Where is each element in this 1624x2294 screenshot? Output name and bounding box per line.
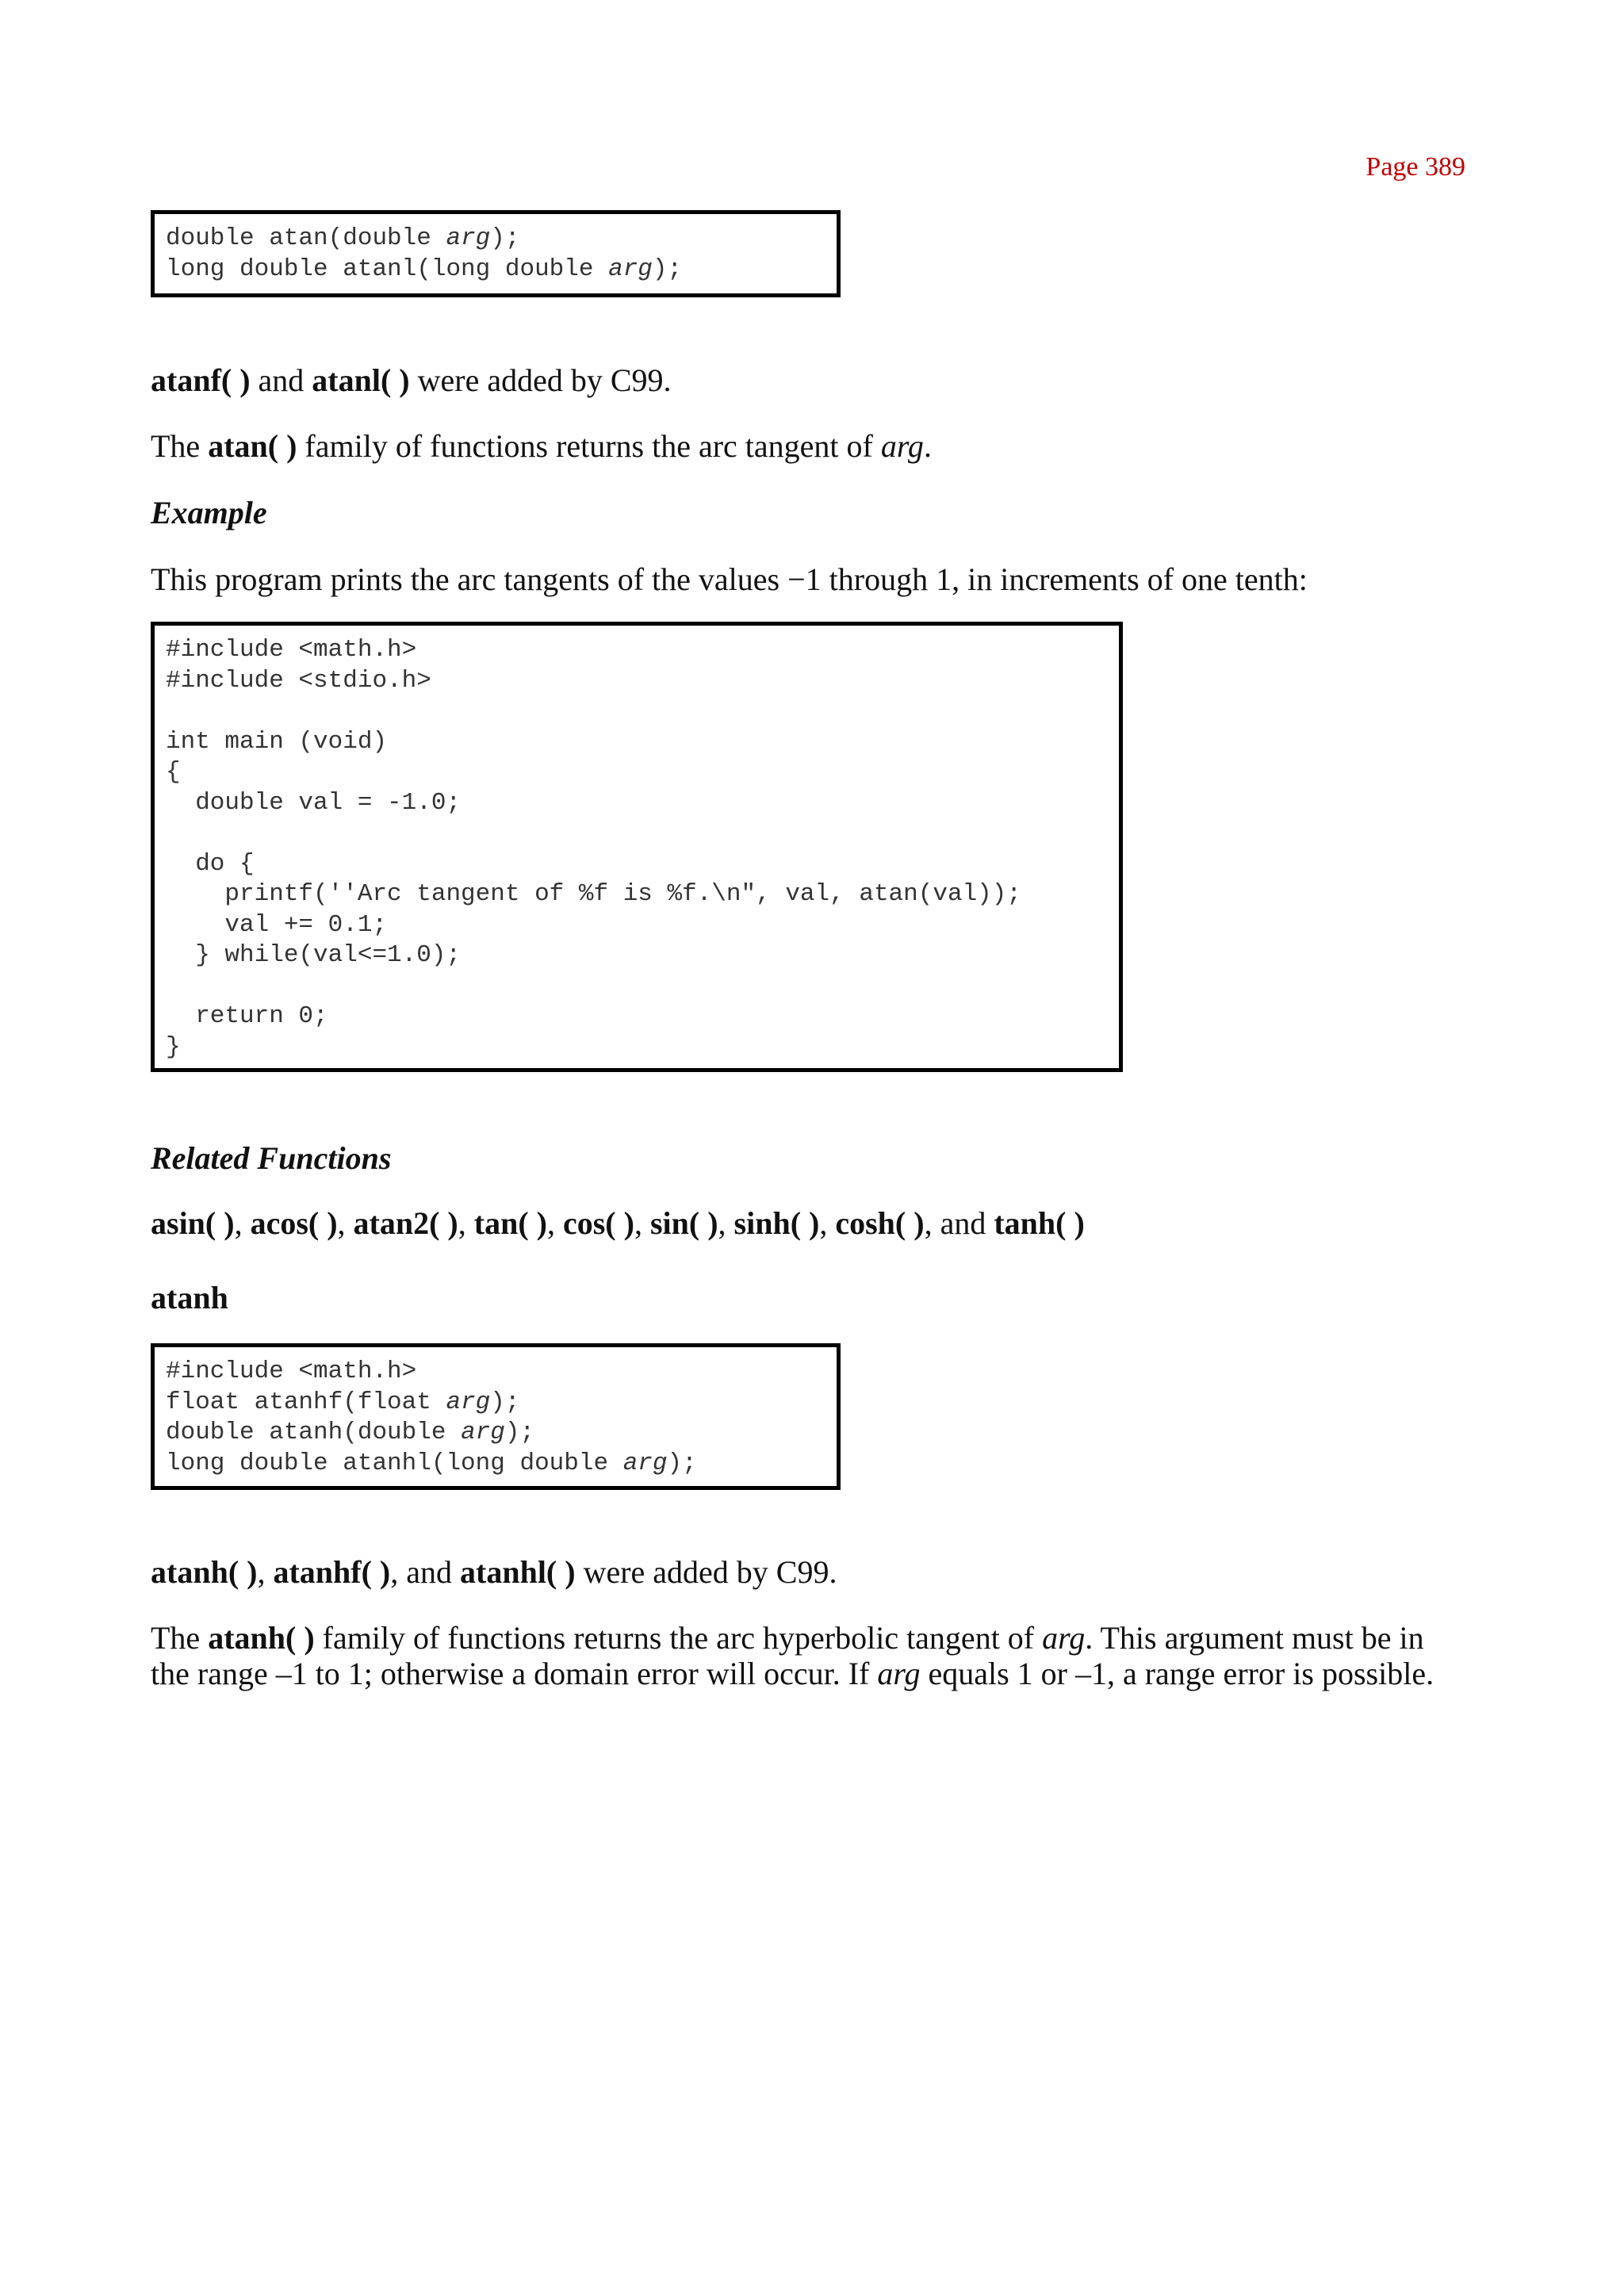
code-line: double atanh(double arg); [166, 1419, 535, 1446]
code-line: long double atanhl(long double arg); [166, 1449, 697, 1477]
code-line: return 0; [166, 1002, 328, 1030]
atanh-heading: atanh [151, 1280, 228, 1316]
atanhf-function-name: atanhf( ) [273, 1554, 391, 1590]
code-line [166, 818, 1108, 849]
code-line [166, 971, 1108, 1002]
arg-term: arg [1042, 1620, 1086, 1656]
example-code-box [151, 622, 1123, 1072]
code-line: #include <stdio.h> [166, 666, 431, 695]
code-line: long double atanl(long double arg); [166, 255, 683, 283]
code-line: printf(''Arc tangent of %f is %f.\n", val, atan(val)); [166, 880, 1021, 908]
page-number: Page 389 [1365, 152, 1465, 182]
code-line: val += 0.1; [166, 910, 388, 939]
code-line: float atanhf(float arg); [166, 1388, 520, 1416]
code-line [166, 696, 1108, 727]
code-line: } [166, 1032, 181, 1061]
atanh-function-name: atanh( ) [151, 1554, 258, 1590]
arg-term: arg [880, 428, 924, 464]
arg-term: arg [446, 224, 491, 252]
related-functions-heading: Related Functions [151, 1140, 392, 1176]
atan-description: The atan( ) family of functions returns the arc tangent of arg. [151, 428, 932, 464]
example-heading: Example [151, 495, 267, 530]
related-functions-list: asin( ), acos( ), atan2( ), tan( ), cos( ), sin( ), sinh( ), cosh( ), and tanh( ) [151, 1205, 1085, 1241]
code-line: do { [166, 849, 255, 878]
code-line: double val = -1.0; [166, 788, 462, 817]
related-function-name: atan2( ) [353, 1205, 458, 1241]
related-function-name: sinh( ) [733, 1205, 820, 1241]
atanh-desc-function-name: atanh( ) [208, 1620, 315, 1656]
code-line: #include <math.h> [166, 636, 417, 664]
arg-term: arg [446, 1388, 491, 1416]
related-function-name: cos( ) [562, 1205, 634, 1241]
related-function-name: tanh( ) [994, 1205, 1085, 1241]
atanh-prototype-code-box [151, 1343, 841, 1490]
arg-term: arg [622, 1449, 668, 1477]
atanl-function-name: atanl( ) [312, 362, 410, 398]
code-line: int main (void) [166, 727, 388, 756]
related-function-name: cosh( ) [835, 1205, 925, 1241]
atanh-description: The atanh( ) family of functions returns the arc hyperbolic tangent of arg. This argument must be in the range –1 to 1; otherwise a domain error will occur. If arg equals 1 or –1, a range error is possible. [151, 1620, 1434, 1691]
atan-prototype-code-box [151, 210, 841, 297]
code-line: { [166, 758, 181, 786]
arg-term: arg [461, 1419, 505, 1446]
arg-term: arg [877, 1656, 921, 1691]
atanh-added-note: atanh( ), atanhf( ), and atanhl( ) were added by C99. [151, 1554, 837, 1590]
arg-term: arg [608, 255, 653, 283]
related-function-name: acos( ) [250, 1205, 338, 1241]
code-line: #include <math.h> [166, 1358, 417, 1385]
code-line: } while(val<=1.0); [166, 941, 462, 969]
related-function-name: asin( ) [151, 1205, 235, 1241]
related-function-name: sin( ) [649, 1205, 718, 1241]
atanf-function-name: atanf( ) [151, 362, 251, 398]
atanhl-function-name: atanhl( ) [460, 1554, 576, 1590]
atan-added-note: atanf( ) and atanl( ) were added by C99. [151, 362, 672, 398]
atan-function-name: atan( ) [208, 428, 297, 464]
example-intro: This program prints the arc tangents of the values −1 through 1, in increments of one tenth: [151, 561, 1308, 597]
code-line: double atan(double arg); [166, 224, 520, 252]
related-function-name: tan( ) [473, 1205, 547, 1241]
